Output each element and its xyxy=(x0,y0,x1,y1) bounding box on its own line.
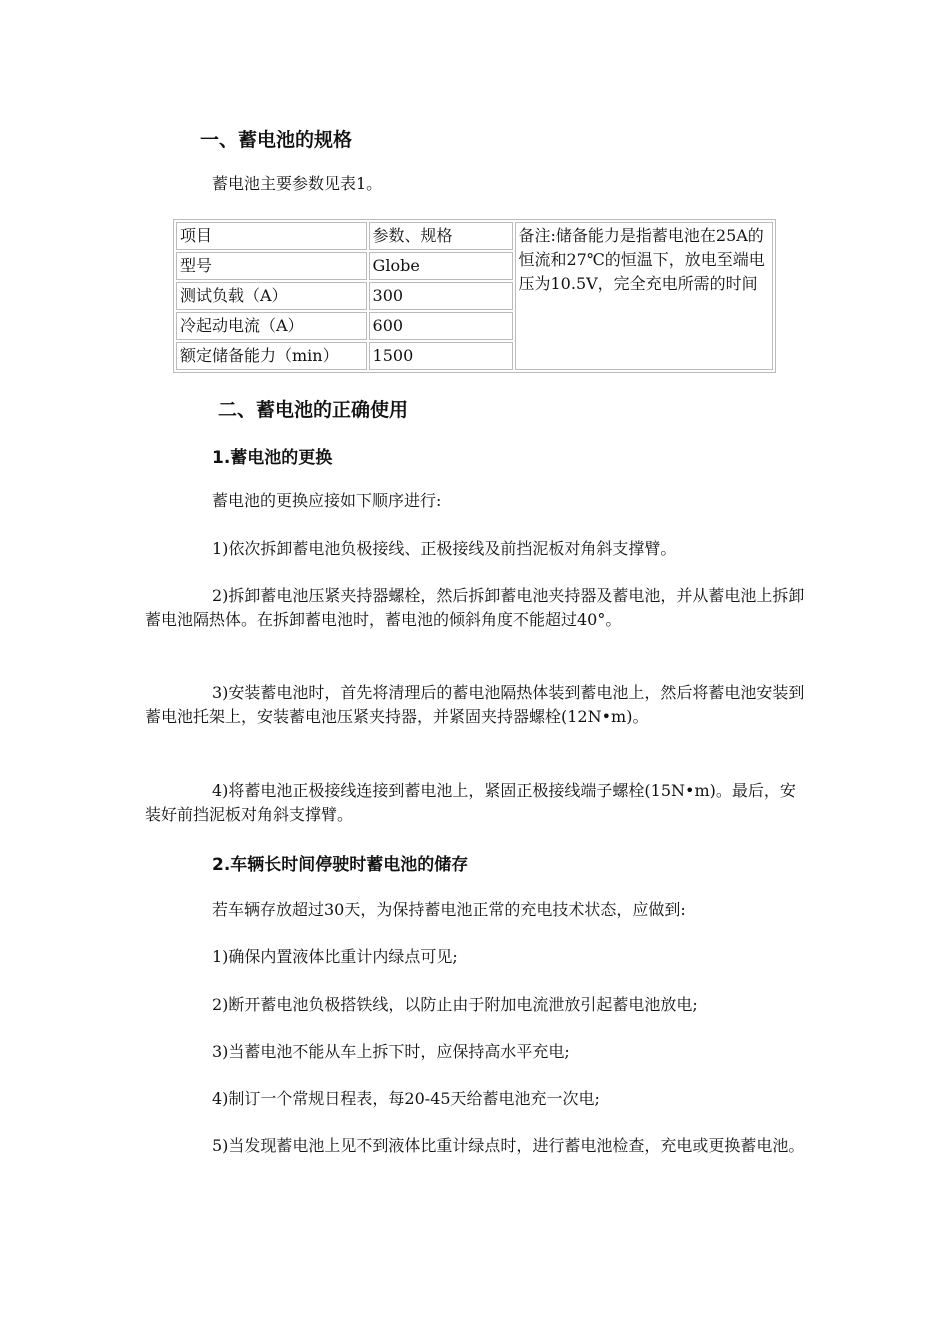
table-cell: 冷起动电流（A） xyxy=(176,312,367,340)
table-header-param: 参数、规格 xyxy=(369,222,513,250)
step-4: 4)将蓄电池正极接线连接到蓄电池上，紧固正极接线端子螺栓(15N•m)。最后，安装好前挡泥板对角斜支撑臂。 xyxy=(145,781,796,824)
step-1: 1)依次拆卸蓄电池负极接线、正极接线及前挡泥板对角斜支撑臂。 xyxy=(212,539,677,558)
table-header-item: 项目 xyxy=(176,222,367,250)
spec-table xyxy=(173,219,776,373)
table-cell: 型号 xyxy=(176,252,367,280)
storage-item-2: 2)断开蓄电池负极搭铁线，以防止由于附加电流泄放引起蓄电池放电; xyxy=(212,995,698,1014)
subsection-1-intro: 蓄电池的更换应接如下顺序进行: xyxy=(212,491,442,510)
table-note: 备注:储备能力是指蓄电池在25A的恒流和27℃的恒温下，放电至端电压为10.5V，完全充电所需的时间 xyxy=(515,222,774,370)
table-cell: Globe xyxy=(369,252,513,280)
table-cell: 测试负载（A） xyxy=(176,282,367,310)
storage-item-4: 4)制订一个常规日程表，每20-45天给蓄电池充一次电; xyxy=(212,1089,600,1108)
table-cell: 1500 xyxy=(369,342,513,370)
section-1-intro: 蓄电池主要参数见表1。 xyxy=(212,174,383,193)
storage-item-3: 3)当蓄电池不能从车上拆下时，应保持高水平充电; xyxy=(212,1042,570,1061)
table-header-row xyxy=(176,222,773,250)
table-cell: 额定储备能力（min） xyxy=(176,342,367,370)
table-cell: 600 xyxy=(369,312,513,340)
section-2-title: 二、蓄电池的正确使用 xyxy=(218,399,409,421)
storage-item-1: 1)确保内置液体比重计内绿点可见; xyxy=(212,947,458,966)
step-3: 3)安装蓄电池时，首先将清理后的蓄电池隔热体装到蓄电池上，然后将蓄电池安装到蓄电池托架上，安装蓄电池压紧夹持器，并紧固夹持器螺栓(12N•m)。 xyxy=(145,683,805,726)
subsection-2-title: 2.车辆长时间停驶时蓄电池的储存 xyxy=(212,855,469,875)
storage-item-5: 5)当发现蓄电池上见不到液体比重计绿点时，进行蓄电池检查，充电或更换蓄电池。 xyxy=(212,1136,805,1155)
subsection-1-title: 1.蓄电池的更换 xyxy=(212,448,333,468)
step-2: 2)拆卸蓄电池压紧夹持器螺栓，然后拆卸蓄电池夹持器及蓄电池，并从蓄电池上拆卸蓄电池隔热体。在拆卸蓄电池时，蓄电池的倾斜角度不能超过40°。 xyxy=(145,586,805,629)
table-cell: 300 xyxy=(369,282,513,310)
subsection-2-intro: 若车辆存放超过30天，为保持蓄电池正常的充电技术状态，应做到: xyxy=(212,900,686,919)
section-1-title: 一、蓄电池的规格 xyxy=(200,129,353,151)
